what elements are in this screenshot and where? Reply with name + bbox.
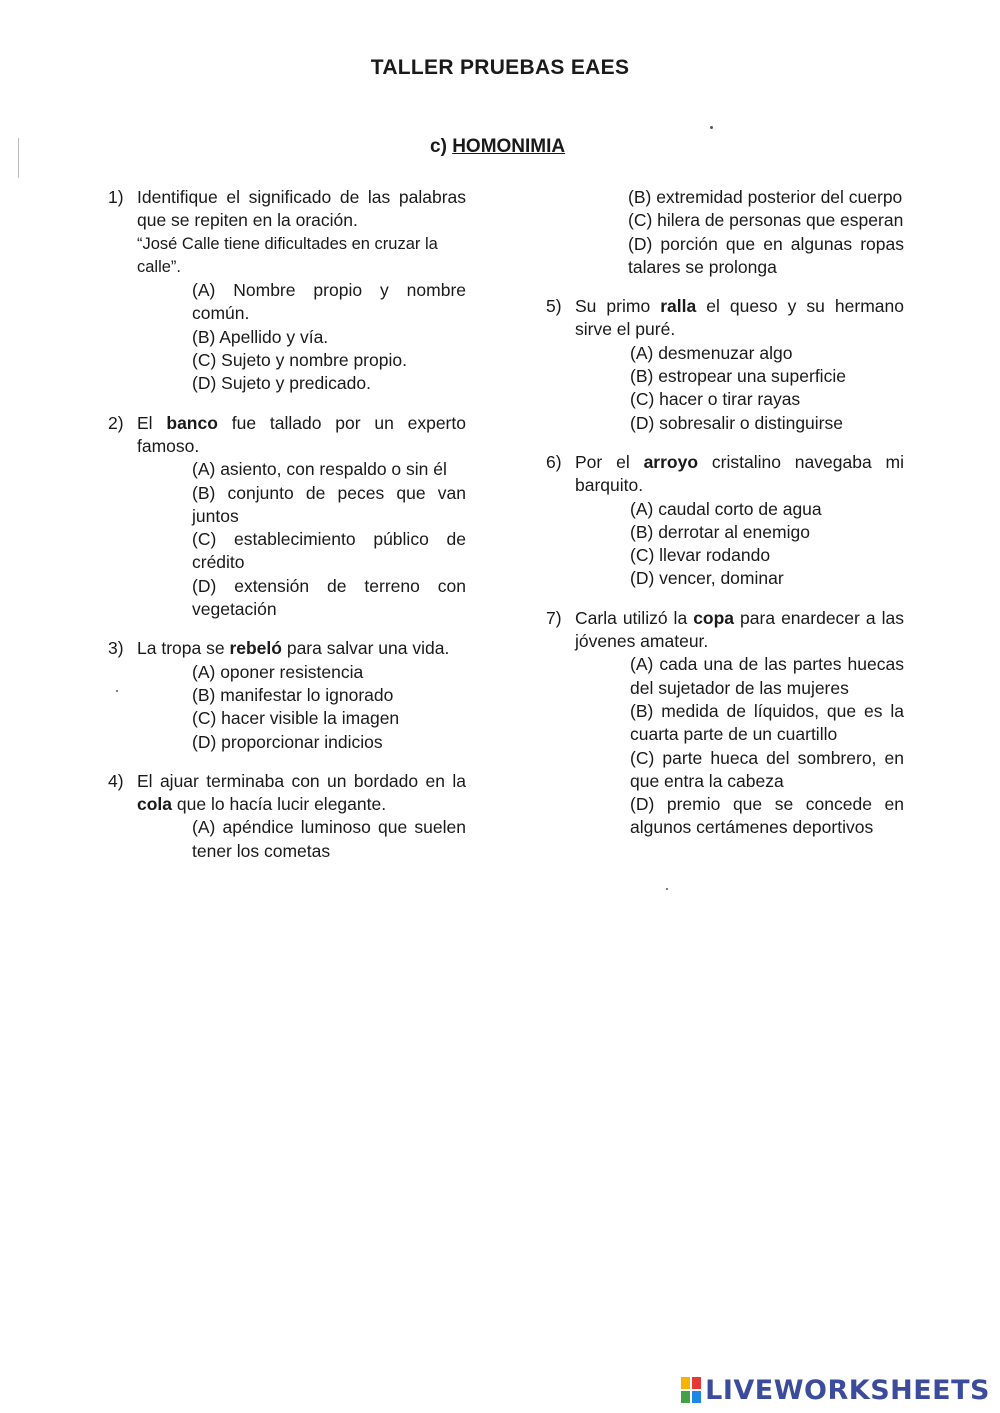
option-a[interactable]: (A) asiento, con respaldo o sin él xyxy=(192,459,447,480)
option-c[interactable]: (C) hacer visible la imagen xyxy=(192,708,400,729)
option-d[interactable]: (D) proporcionar indicios xyxy=(192,731,383,752)
question-stem: La tropa se rebeló para salvar una vida. xyxy=(137,638,450,659)
option-c[interactable]: (C) llevar rodando xyxy=(630,545,771,566)
keyword: arroyo xyxy=(643,451,699,472)
option-d[interactable]: (D) vencer, dominar xyxy=(630,568,784,589)
option-b[interactable]: (B) estropear una superficie xyxy=(630,366,846,387)
scan-speck xyxy=(666,888,668,890)
section-letter: c) xyxy=(430,136,447,157)
option-d[interactable]: (D) porción que en algunas ropas talares se prolonga xyxy=(628,233,904,277)
option-d[interactable]: (D) extensión de terreno con vegetación xyxy=(192,575,466,620)
question-2 xyxy=(108,412,466,622)
section-heading xyxy=(430,136,565,158)
keyword: ralla xyxy=(660,296,697,317)
question-number: 4) xyxy=(108,770,124,791)
question-1 xyxy=(108,186,466,396)
option-a[interactable]: (A) desmenuzar algo xyxy=(630,342,793,363)
question-3 xyxy=(108,637,466,753)
option-c[interactable]: (C) Sujeto y nombre propio. xyxy=(192,350,407,371)
question-stem: El banco fue tallado por un experto famoso. xyxy=(137,412,466,456)
question-4-continued xyxy=(546,186,904,279)
question-quote: “José Calle tiene dificultades en cruzar la calle”. xyxy=(137,234,438,276)
question-stem: El ajuar terminaba con un bordado en la cola que lo hacía lucir elegante. xyxy=(137,770,466,815)
logo-square xyxy=(681,1391,690,1403)
question-stem: Identifique el significado de las palabras que se repiten en la oración. xyxy=(137,187,466,231)
keyword: rebeló xyxy=(229,638,282,659)
option-b[interactable]: (B) derrotar al enemigo xyxy=(630,521,810,542)
question-5 xyxy=(546,295,904,435)
brand-name: LIVEWORKSHEETS xyxy=(705,1374,990,1406)
option-b[interactable]: (B) manifestar lo ignorado xyxy=(192,684,394,705)
option-d[interactable]: (D) sobresalir o distinguirse xyxy=(630,412,843,433)
question-number: 6) xyxy=(546,451,562,472)
section-name: HOMONIMIA xyxy=(452,136,566,157)
logo-square xyxy=(692,1391,701,1403)
question-number: 3) xyxy=(108,638,124,659)
question-number: 2) xyxy=(108,412,124,433)
logo-square xyxy=(692,1377,701,1389)
question-6 xyxy=(546,451,904,591)
question-number: 1) xyxy=(108,187,124,207)
option-a[interactable]: (A) apéndice luminoso que suelen tener los cometas xyxy=(192,817,466,861)
liveworksheets-brand[interactable] xyxy=(681,1375,990,1405)
page-title: TALLER PRUEBAS EAES xyxy=(370,56,630,79)
question-stem: Carla utilizó la copa para enardecer a las jóvenes amateur. xyxy=(575,607,904,652)
option-b[interactable]: (B) extremidad posterior del cuerpo xyxy=(628,187,903,207)
scan-speck xyxy=(710,126,713,129)
option-c[interactable]: (C) parte hueca del sombrero, en que entra la cabeza xyxy=(630,747,904,791)
option-a[interactable]: (A) cada una de las partes huecas del sujetador de las mujeres xyxy=(630,654,904,698)
keyword: banco xyxy=(166,412,218,433)
option-d[interactable]: (D) Sujeto y predicado. xyxy=(192,373,371,394)
option-c[interactable]: (C) establecimiento público de crédito xyxy=(192,529,466,573)
question-4 xyxy=(108,770,466,863)
option-b[interactable]: (B) conjunto de peces que van juntos xyxy=(192,482,466,526)
question-7 xyxy=(546,607,904,840)
logo-square xyxy=(681,1377,690,1389)
option-a[interactable]: (A) oponer resistencia xyxy=(192,661,364,682)
option-c[interactable]: (C) hacer o tirar rayas xyxy=(630,389,801,410)
option-a[interactable]: (A) caudal corto de agua xyxy=(630,498,822,519)
question-stem: Su primo ralla el queso y su hermano sirve el puré. xyxy=(575,296,904,340)
left-column xyxy=(108,186,466,879)
question-stem: Por el arroyo cristalino navegaba mi barquito. xyxy=(575,451,904,496)
question-number: 7) xyxy=(546,607,562,628)
right-column xyxy=(546,186,904,856)
liveworksheets-logo-icon xyxy=(681,1377,701,1403)
keyword: cola xyxy=(137,794,173,815)
option-b[interactable]: (B) medida de líquidos, que es la cuarta parte de un cuartillo xyxy=(630,700,904,745)
question-number: 5) xyxy=(546,296,562,317)
keyword: copa xyxy=(693,607,735,628)
option-c[interactable]: (C) hilera de personas que esperan xyxy=(628,210,904,231)
option-d[interactable]: (D) premio que se concede en algunos certámenes deportivos xyxy=(630,794,904,838)
option-a[interactable]: (A) Nombre propio y nombre común. xyxy=(192,280,466,324)
option-b[interactable]: (B) Apellido y vía. xyxy=(192,326,329,347)
scan-margin-mark xyxy=(18,138,19,178)
